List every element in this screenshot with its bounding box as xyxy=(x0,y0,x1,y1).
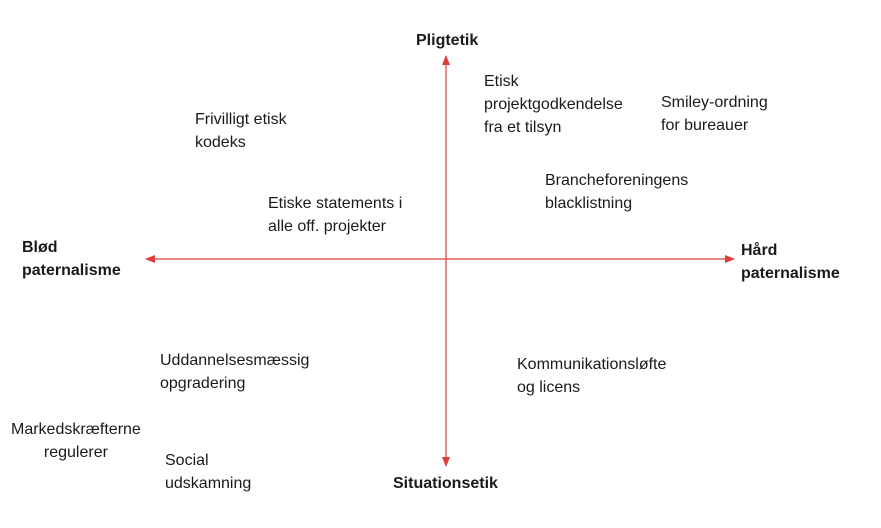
item-frivilligt-etisk-kodeks: Frivilligt etisk kodeks xyxy=(195,111,287,151)
item-etiske-statements: Etiske statements i alle off. projekter xyxy=(268,195,403,235)
item-uddannelsesmaessig-opgradering: Uddannelsesmæssig opgradering xyxy=(160,352,310,392)
pole-label-situationsetik: Situationsetik xyxy=(393,475,498,492)
item-social-udskamning: Social udskamning xyxy=(165,452,252,492)
pole-label-haard-paternalisme: Hård paternalisme xyxy=(741,242,840,282)
pole-label-bloed-paternalisme: Blød paternalisme xyxy=(22,239,121,279)
pole-label-pligtetik: Pligtetik xyxy=(416,32,479,49)
item-kommunikationsloefte-og-licens: Kommunikationsløfte og licens xyxy=(517,356,667,396)
item-etisk-projektgodkendelse: Etisk projektgodkendelse fra et tilsyn xyxy=(484,73,623,136)
item-smiley-ordning: Smiley-ordning for bureauer xyxy=(661,94,768,134)
item-brancheforeningens-blacklistning: Brancheforeningens blacklistning xyxy=(545,172,689,212)
item-markedskraefterne-regulerer: Markedskræfterne regulerer xyxy=(11,421,141,461)
